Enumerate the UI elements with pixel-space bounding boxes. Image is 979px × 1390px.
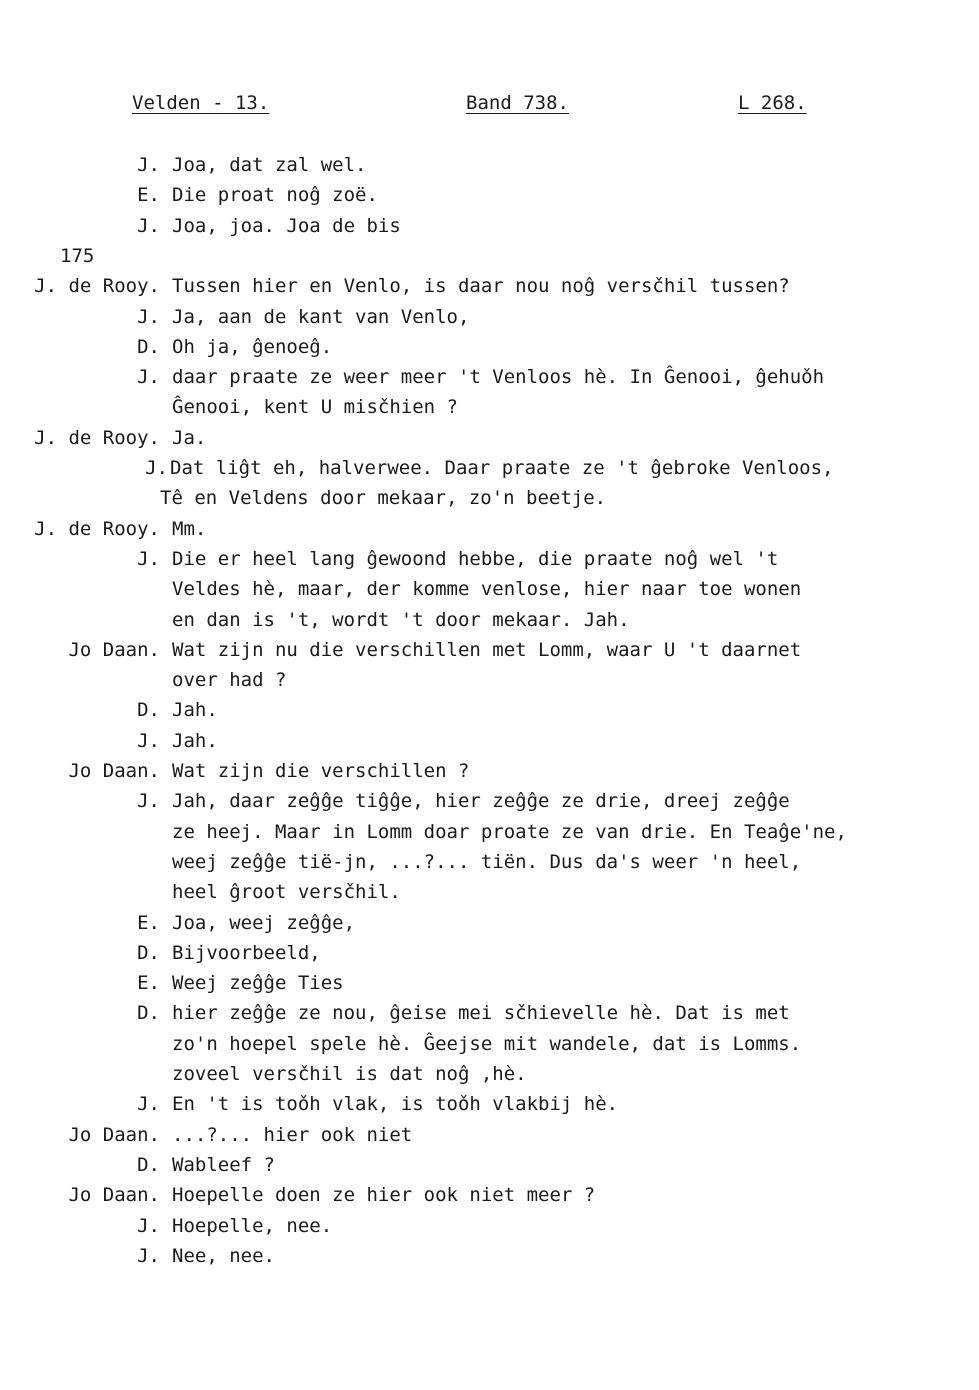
speaker-label: J. <box>137 154 160 176</box>
transcript-line <box>0 968 979 998</box>
utterance-text: Veldes hè, maar, der komme venlose, hier naar toe wonen <box>172 578 802 600</box>
transcript-line <box>0 423 979 453</box>
transcript-line <box>0 605 979 635</box>
transcript-line <box>0 1120 979 1150</box>
transcript-line <box>0 271 979 301</box>
utterance-text: over had ? <box>172 669 287 691</box>
utterance-text: Wat zijn nu die verschillen met Lomm, waar U 't daarnet <box>172 639 802 661</box>
header-page-number: L 268. <box>738 92 807 114</box>
speaker-label: D. <box>137 336 160 358</box>
page-header <box>0 92 979 122</box>
transcript-line <box>0 635 979 665</box>
transcript-line <box>0 453 979 483</box>
transcript-line <box>0 1150 979 1180</box>
utterance-text: Hoepelle doen ze hier ook niet meer ? <box>172 1184 596 1206</box>
speaker-label: J. <box>137 1093 160 1115</box>
utterance-text: hier zeĝĝe ze nou, ĝeise mei sčhievelle hè. Dat is met <box>172 1002 790 1024</box>
transcript-line <box>0 1059 979 1089</box>
utterance-text: Dat liĝt eh, halverwee. Daar praate ze 't ĝebroke Venloos, <box>170 457 834 479</box>
utterance-text: zoveel versčhil is dat noĝ ,hè. <box>172 1063 527 1085</box>
utterance-text: En 't is toǒh vlak, is toǒh vlakbij hè. <box>172 1093 619 1115</box>
utterance-text: Ĝenooi, kent U misčhien ? <box>172 396 458 418</box>
transcript-line <box>0 302 979 332</box>
transcript-line <box>0 695 979 725</box>
speaker-label: D. <box>137 942 160 964</box>
transcript-line <box>0 1029 979 1059</box>
transcript-line <box>0 908 979 938</box>
utterance-text: Joa, dat zal wel. <box>172 154 367 176</box>
speaker-label: J. <box>137 548 160 570</box>
utterance-text: Weej zeĝĝe Ties <box>172 972 344 994</box>
utterance-text: Ja. <box>172 427 207 449</box>
transcript-line <box>0 180 979 210</box>
transcript-line <box>0 574 979 604</box>
transcript-line <box>0 332 979 362</box>
speaker-label: Jo Daan. <box>68 1124 160 1146</box>
speaker-label: Jo Daan. <box>68 1184 160 1206</box>
utterance-text: Mm. <box>172 518 207 540</box>
utterance-text: Jah. <box>172 699 218 721</box>
transcript-line <box>0 1089 979 1119</box>
transcript-line <box>0 514 979 544</box>
line-number: 175 <box>60 245 95 267</box>
speaker-label: E. <box>137 912 160 934</box>
utterance-text: Wableef ? <box>172 1154 275 1176</box>
utterance-text: Die proat noĝ zoë. <box>172 184 378 206</box>
speaker-label: J. <box>137 306 160 328</box>
speaker-label: J. <box>137 790 160 812</box>
speaker-label: D. <box>137 1002 160 1024</box>
transcript-line <box>0 847 979 877</box>
speaker-label: D. <box>137 1154 160 1176</box>
transcript-line <box>0 726 979 756</box>
speaker-label: J. <box>137 1215 160 1237</box>
utterance-text: Jah, daar zeĝĝe tiĝĝe, hier zeĝĝe ze drie, dreej zeĝĝe <box>172 790 790 812</box>
speaker-label: Jo Daan. <box>68 639 160 661</box>
utterance-text: Jah. <box>172 730 218 752</box>
transcript-line <box>0 877 979 907</box>
speaker-label: J. <box>137 730 160 752</box>
utterance-text: ...?... hier ook niet <box>172 1124 413 1146</box>
utterance-text: Die er heel lang ĝewoond hebbe, die praate noĝ wel 't <box>172 548 779 570</box>
utterance-text: Oh ja, ĝenoeĝ. <box>172 336 333 358</box>
transcript-line <box>0 241 979 271</box>
transcript-line <box>0 756 979 786</box>
header-band: Band 738. <box>466 92 569 114</box>
utterance-text: zo'n hoepel spele hè. Ĝeejse mit wandele, dat is Lomms. <box>172 1033 802 1055</box>
utterance-text: Bijvoorbeeld, <box>172 942 321 964</box>
speaker-label: E. <box>137 972 160 994</box>
utterance-text: Tê en Veldens door mekaar, zo'n beetje. <box>160 487 607 509</box>
transcript-line <box>0 392 979 422</box>
utterance-text: daar praate ze weer meer 't Venloos hè. In Ĝenooi, ĝehuǒh <box>172 366 825 388</box>
utterance-text: weej zeĝĝe tië-jn, ...?... tiën. Dus da's weer 'n heel, <box>172 851 802 873</box>
speaker-label: J. de Rooy. <box>34 275 160 297</box>
speaker-label: E. <box>137 184 160 206</box>
transcript-line <box>0 665 979 695</box>
transcript-line <box>0 1241 979 1271</box>
utterance-text: Ja, aan de kant van Venlo, <box>172 306 470 328</box>
utterance-text: Wat zijn die verschillen ? <box>172 760 470 782</box>
speaker-label: J. <box>145 457 168 479</box>
transcript-line <box>0 1180 979 1210</box>
speaker-label: J. <box>137 215 160 237</box>
header-location: Velden - 13. <box>132 92 270 114</box>
utterance-text: en dan is 't, wordt 't door mekaar. Jah. <box>172 609 630 631</box>
speaker-label: J. de Rooy. <box>34 518 160 540</box>
speaker-label: D. <box>137 699 160 721</box>
utterance-text: Joa, joa. Joa de bis <box>172 215 401 237</box>
utterance-text: heel ĝroot versčhil. <box>172 881 401 903</box>
transcript-line <box>0 362 979 392</box>
utterance-text: Nee, nee. <box>172 1245 275 1267</box>
utterance-text: Joa, weej zeĝĝe, <box>172 912 356 934</box>
speaker-label: Jo Daan. <box>68 760 160 782</box>
transcript-line <box>0 938 979 968</box>
transcript-line <box>0 1211 979 1241</box>
transcript-line <box>0 817 979 847</box>
utterance-text: Hoepelle, nee. <box>172 1215 333 1237</box>
speaker-label: J. de Rooy. <box>34 427 160 449</box>
speaker-label: J. <box>137 1245 160 1267</box>
transcript-line <box>0 786 979 816</box>
transcript-line <box>0 211 979 241</box>
speaker-label: J. <box>137 366 160 388</box>
transcript-line <box>0 150 979 180</box>
transcript-line <box>0 483 979 513</box>
utterance-text: Tussen hier en Venlo, is daar nou noĝ versčhil tussen? <box>172 275 790 297</box>
transcript-line <box>0 998 979 1028</box>
transcript-line <box>0 544 979 574</box>
utterance-text: ze heej. Maar in Lomm doar proate ze van drie. En Teaĝe'ne, <box>172 821 847 843</box>
